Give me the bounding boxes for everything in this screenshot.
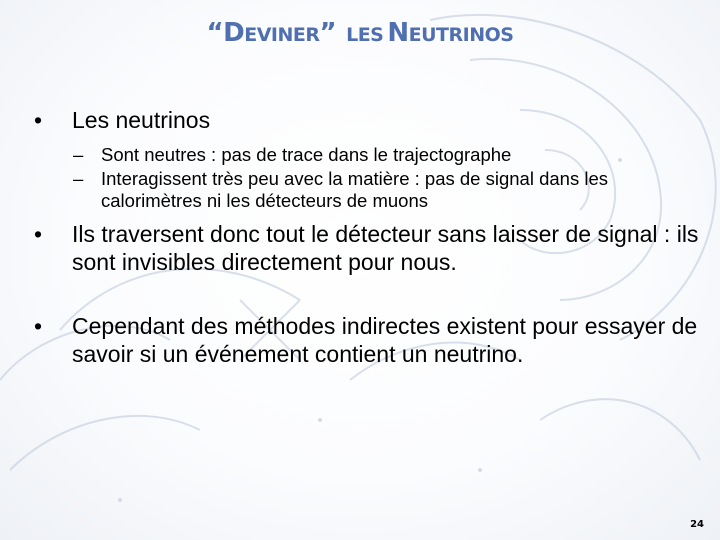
sub-bullet-text: Sont neutres : pas de trace dans le trajectographe xyxy=(101,144,512,165)
title-n-capital: N xyxy=(387,18,409,48)
title-quote-open: “ xyxy=(206,18,224,48)
sub-bullet-item xyxy=(28,144,708,166)
title-les: LES xyxy=(346,24,384,46)
bullet-item xyxy=(28,312,708,368)
page-number: 24 xyxy=(690,519,704,530)
bullet-marker: • xyxy=(33,313,43,339)
bullet-text: Cependant des méthodes indirectes existent pour essayer de savoir si un événement contient un neutrino. xyxy=(72,313,698,367)
bullet-text: Ils traversent donc tout le détecteur sans laisser de signal : ils sont invisibles directement pour nous. xyxy=(72,221,699,275)
sub-bullet-item xyxy=(28,168,708,212)
title-d-rest: EVINER xyxy=(244,24,320,46)
sub-bullet-marker: – xyxy=(73,144,84,165)
bullet-item xyxy=(28,106,708,134)
slide-content xyxy=(28,106,708,368)
title-n-rest: EUTRINOS xyxy=(408,24,514,46)
slide-title xyxy=(0,18,720,48)
bullet-item xyxy=(28,220,708,276)
bullet-marker: • xyxy=(33,107,43,133)
bullet-text: Les neutrinos xyxy=(72,107,211,133)
title-d-capital: D xyxy=(223,18,245,48)
bullet-marker: • xyxy=(33,221,43,247)
sub-bullet-text: Interagissent très peu avec la matière : pas de signal dans les calorimètres ni les détecteurs de muons xyxy=(101,168,608,211)
title-quote-close: ” xyxy=(319,18,337,48)
sub-bullet-marker: – xyxy=(73,168,84,189)
